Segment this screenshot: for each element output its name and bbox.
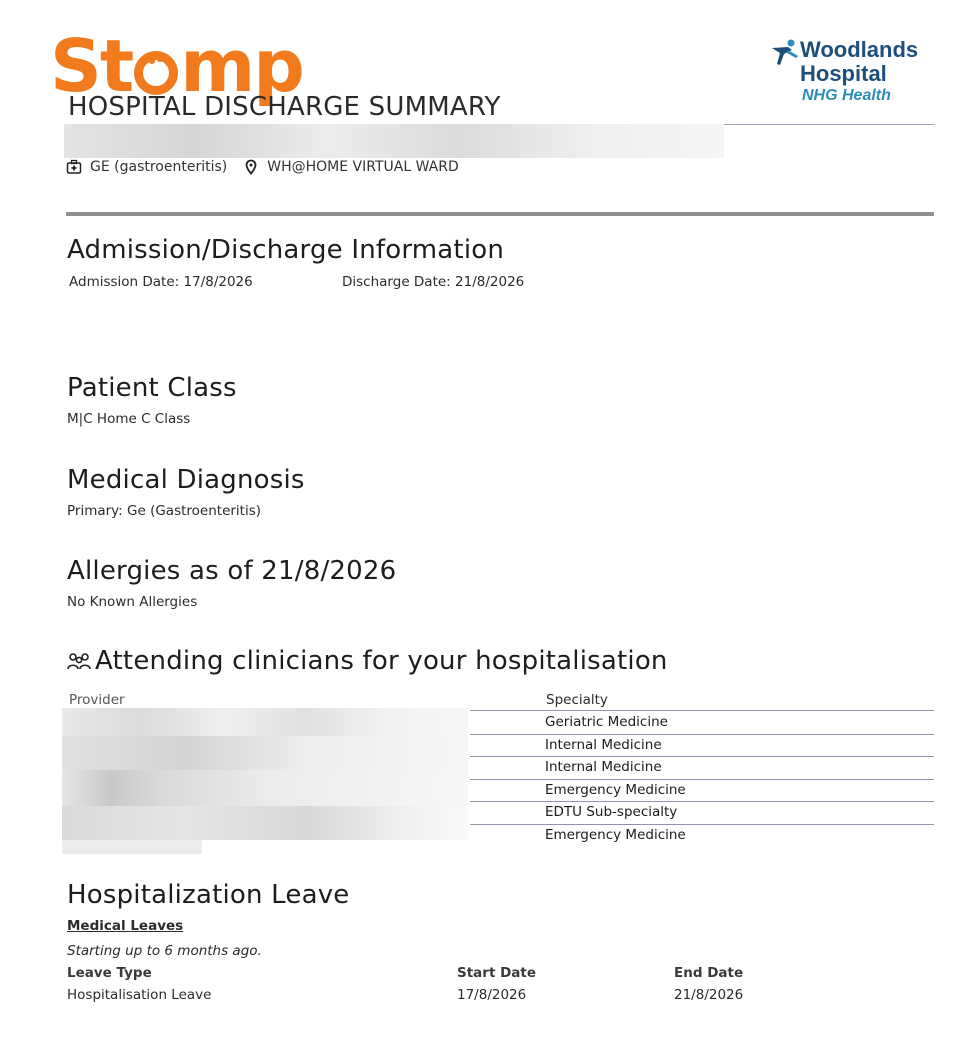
admission-date-value: 17/8/2026 [183,274,253,290]
ward-tag: WH@HOME VIRTUAL WARD [267,159,459,175]
document-title: HOSPITAL DISCHARGE SUMMARY [68,92,501,122]
logo-underline [722,124,935,125]
redacted-patient-info [64,124,724,158]
start-date-value: 17/8/2026 [457,987,527,1003]
specialty-row: Emergency Medicine [470,780,934,803]
diagnosis-heading: Medical Diagnosis [67,465,305,495]
start-date-header: Start Date [457,965,537,981]
discharge-date-label: Discharge Date: [342,274,451,290]
admission-date-row [69,274,253,290]
woodlands-wordmark: Woodlands [800,37,919,62]
specialty-list [470,712,934,847]
specialty-row: Geriatric Medicine [470,712,934,735]
provider-column-header: Provider [69,692,125,708]
hospital-wordmark: Hospital [800,61,887,86]
admission-date-label: Admission Date: [69,274,180,290]
location-pin-icon [243,159,259,175]
end-date-value: 21/8/2026 [674,987,744,1003]
runner-figure-icon [770,38,800,68]
stomp-logo: St mp [50,24,303,108]
leave-type-header: Leave Type [67,965,152,981]
specialty-row: EDTU Sub-specialty [470,802,934,825]
section-divider [66,212,934,216]
footprint-icon [134,51,178,95]
specialty-column-header: Specialty [546,692,608,708]
diagnosis-tag: GE (gastroenteritis) [90,159,228,175]
patient-class-heading: Patient Class [67,373,237,403]
end-date-header: End Date [674,965,744,981]
leave-type-value: Hospitalisation Leave [67,987,212,1003]
table-header-line [470,710,934,711]
discharge-date-row [342,274,524,290]
leave-note: Starting up to 6 months ago. [67,943,262,959]
discharge-date-value: 21/8/2026 [455,274,525,290]
specialty-row: Emergency Medicine [545,826,686,843]
allergies-value: No Known Allergies [67,594,198,610]
admission-heading: Admission/Discharge Information [67,235,505,265]
allergies-heading: Allergies as of 21/8/2026 [67,556,397,586]
specialty-row: Internal Medicine [470,735,934,758]
clinicians-heading: Attending clinicians for your hospitalisation [95,646,668,676]
patient-class-value: M|C Home C Class [67,411,191,427]
redacted-provider-names [62,708,468,854]
diagnosis-value: Primary: Ge (Gastroenteritis) [67,503,262,519]
woodlands-hospital-logo [770,38,940,106]
leave-heading: Hospitalization Leave [67,880,350,910]
nhg-health-wordmark: NHG Health [802,87,891,104]
medical-bag-icon [66,159,82,175]
summary-tags [66,159,459,175]
specialty-row: Internal Medicine [470,757,934,780]
people-group-icon [67,652,91,672]
medical-leaves-subheading: Medical Leaves [67,918,184,934]
